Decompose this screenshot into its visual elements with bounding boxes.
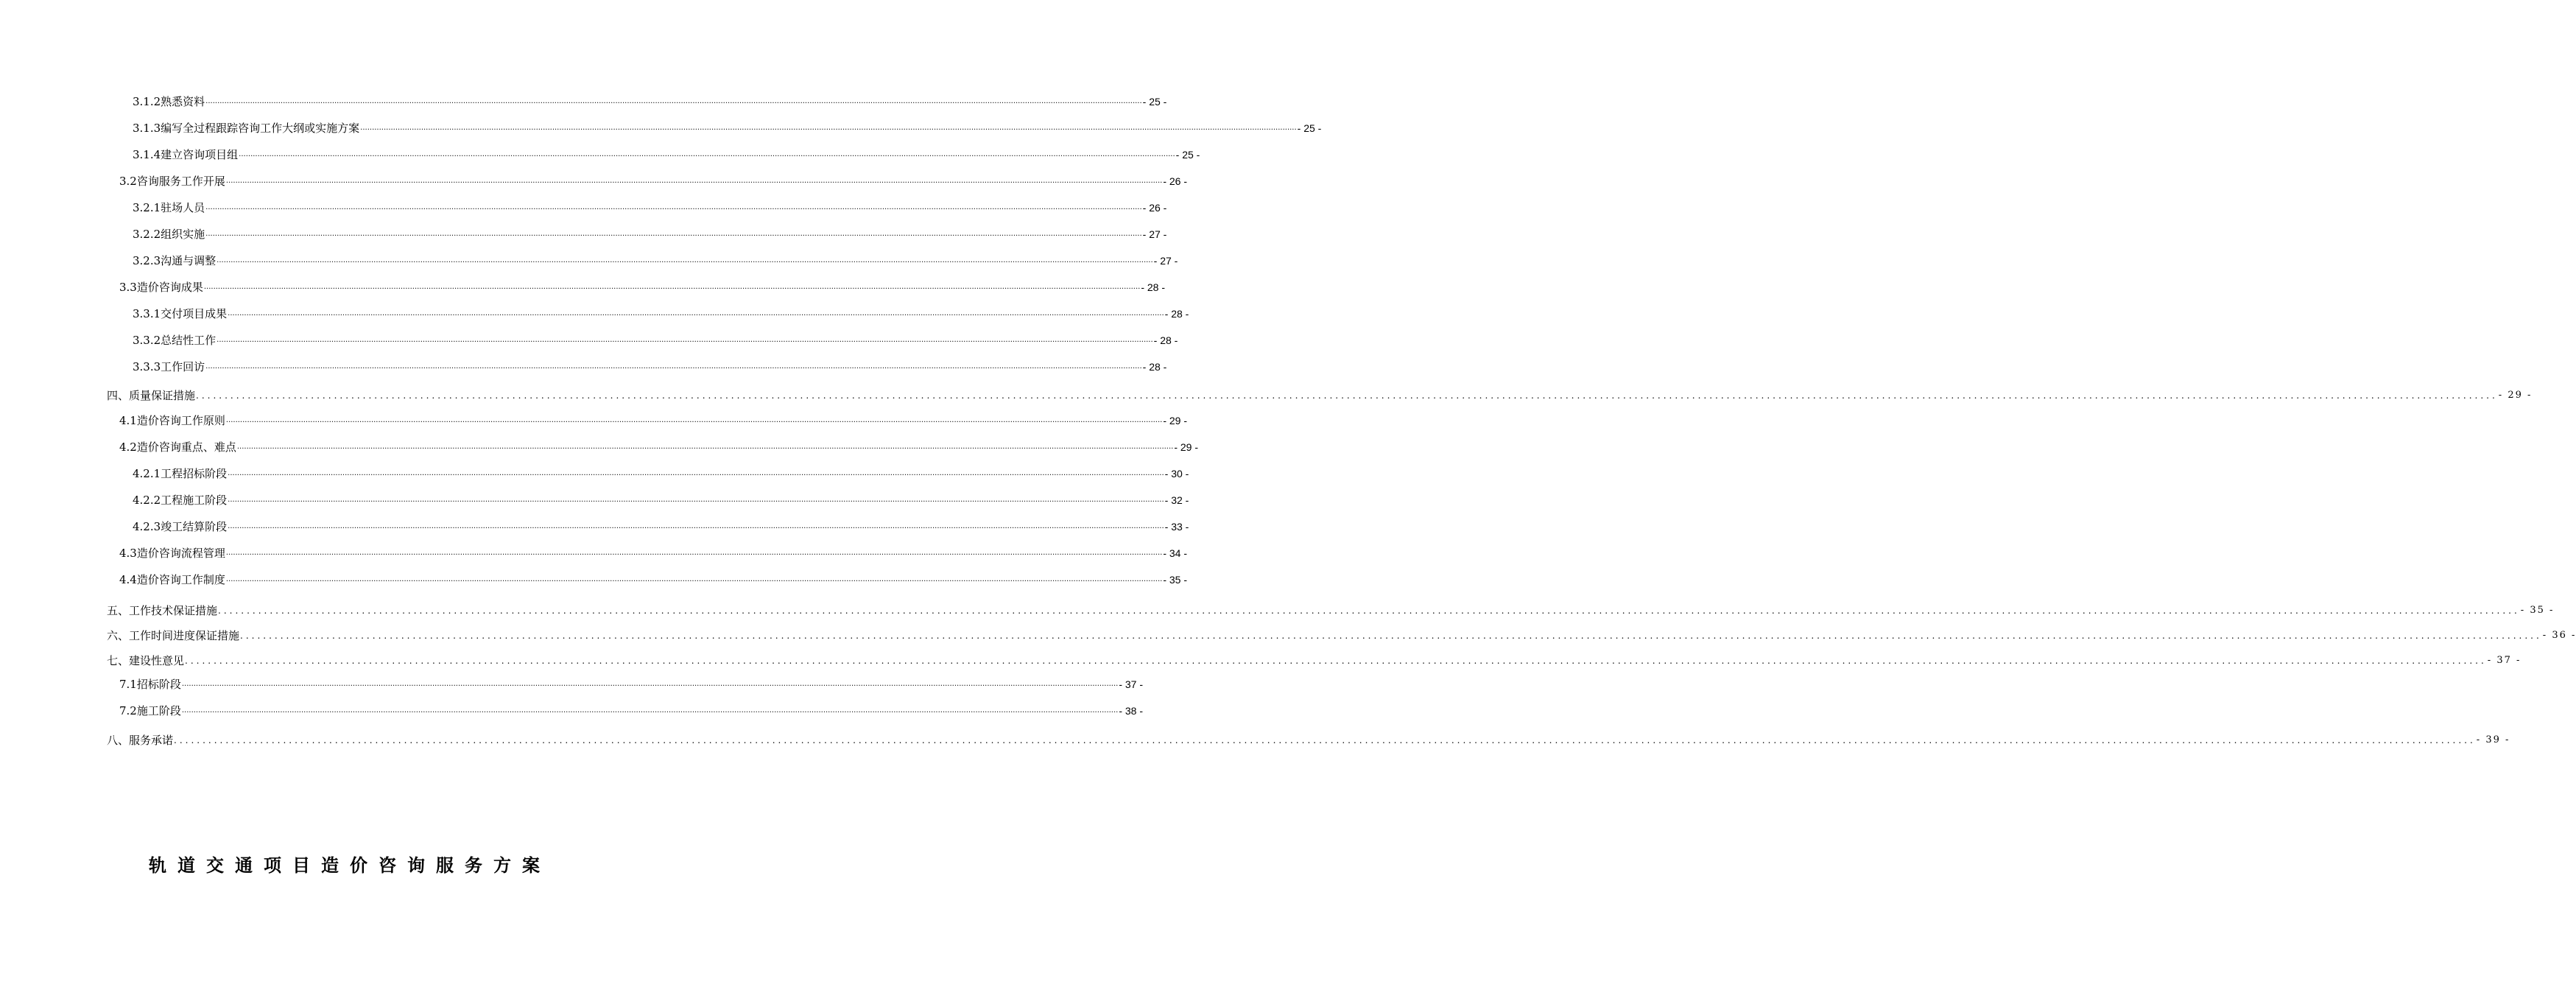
toc-entry-label: 4.2.2工程施工阶段 — [133, 494, 228, 507]
toc-entry[interactable] — [133, 329, 1178, 347]
toc-leader-dots: ................................................................................................................................................................................................................................................................................................................................................................................................................ — [240, 631, 2542, 641]
toc-entry[interactable] — [107, 625, 2576, 642]
toc-leader-dots: ................................................................................................................................................................................................................................................................................................................................................................................................................ — [228, 309, 1164, 317]
toc-entry-page: - 36 - — [2542, 630, 2576, 641]
toc-leader-dots: ................................................................................................................................................................................................................................................................................................................................................................................................................ — [203, 283, 1141, 291]
toc-entry-label: 3.3.1交付项目成果 — [133, 307, 228, 320]
toc-leader-dots: ................................................................................................................................................................................................................................................................................................................................................................................................................ — [181, 680, 1119, 688]
toc-entry-label: 4.2.3竣工结算阶段 — [133, 520, 228, 533]
toc-entry[interactable] — [107, 385, 2533, 402]
toc-leader-dots: ................................................................................................................................................................................................................................................................................................................................................................................................................ — [218, 605, 2520, 616]
toc-entry-page: - 37 - — [1119, 678, 1144, 690]
toc-entry-page: - 25 - — [1175, 149, 1200, 161]
toc-entry-label: 7.2施工阶段 — [119, 704, 181, 717]
toc-leader-dots: ................................................................................................................................................................................................................................................................................................................................................................................................................ — [225, 416, 1163, 424]
toc-entry-label: 3.3.3工作回访 — [133, 360, 205, 373]
toc-leader-dots: ................................................................................................................................................................................................................................................................................................................................................................................................................ — [225, 575, 1163, 583]
toc-leader-dots: ................................................................................................................................................................................................................................................................................................................................................................................................................ — [228, 469, 1164, 477]
toc-entry[interactable] — [119, 542, 1188, 560]
toc-entry[interactable] — [133, 91, 1167, 108]
toc-leader-dots: ................................................................................................................................................................................................................................................................................................................................................................................................................ — [196, 390, 2498, 401]
toc-entry-label: 3.2.3沟通与调整 — [133, 254, 217, 267]
toc-entry-label: 3.1.2熟悉资料 — [133, 95, 205, 108]
toc-entry-page: - 26 - — [1163, 175, 1188, 187]
toc-entry[interactable] — [119, 436, 1199, 454]
toc-entry[interactable] — [119, 276, 1166, 294]
toc-entry[interactable] — [119, 700, 1144, 717]
toc-entry-page: - 35 - — [2520, 605, 2555, 616]
toc-entry[interactable] — [133, 250, 1178, 267]
toc-entry-page: - 39 - — [2476, 734, 2510, 745]
toc-entry[interactable] — [133, 197, 1167, 214]
toc-entry-label: 五、工作技术保证措施 — [107, 604, 218, 617]
toc-entry-label: 3.3造价咨询成果 — [119, 281, 203, 294]
toc-entry[interactable] — [119, 170, 1188, 188]
toc-leader-dots: ................................................................................................................................................................................................................................................................................................................................................................................................................ — [205, 230, 1142, 238]
toc-entry-page: - 28 - — [1141, 281, 1166, 293]
toc-entry-page: - 27 - — [1153, 255, 1178, 267]
toc-entry-label: 4.3造价咨询流程管理 — [119, 547, 225, 560]
toc-entry-page: - 28 - — [1153, 334, 1178, 346]
toc-entry[interactable] — [133, 463, 1189, 480]
toc-leader-dots: ................................................................................................................................................................................................................................................................................................................................................................................................................ — [360, 124, 1297, 132]
toc-entry-label: 3.1.4建立咨询项目组 — [133, 148, 239, 161]
toc-entry-label: 4.2造价咨询重点、难点 — [119, 440, 236, 454]
toc-entry-page: - 37 - — [2487, 655, 2522, 666]
toc-entry-page: - 30 - — [1164, 468, 1189, 480]
toc-entry[interactable] — [133, 223, 1167, 241]
toc-leader-dots: ................................................................................................................................................................................................................................................................................................................................................................................................................ — [225, 549, 1163, 557]
toc-entry-label: 7.1招标阶段 — [119, 678, 181, 691]
toc-leader-dots: ................................................................................................................................................................................................................................................................................................................................................................................................................ — [225, 177, 1163, 185]
toc-entry-label: 3.2咨询服务工作开展 — [119, 175, 225, 188]
toc-entry[interactable] — [133, 303, 1189, 320]
toc-leader-dots: ................................................................................................................................................................................................................................................................................................................................................................................................................ — [205, 97, 1142, 105]
toc-entry-label: 4.4造价咨询工作制度 — [119, 573, 225, 586]
toc-entry-label: 3.1.3编写全过程跟踪咨询工作大纲或实施方案 — [133, 122, 360, 135]
toc-entry-page: - 26 - — [1142, 202, 1167, 214]
toc-leader-dots: ................................................................................................................................................................................................................................................................................................................................................................................................................ — [236, 443, 1174, 451]
toc-leader-dots: ................................................................................................................................................................................................................................................................................................................................................................................................................ — [228, 522, 1164, 530]
toc-entry-page: - 29 - — [1163, 415, 1188, 426]
toc-entry-page: - 33 - — [1164, 521, 1189, 533]
toc-entry-page: - 34 - — [1163, 547, 1188, 559]
toc-entry-page: - 38 - — [1119, 705, 1144, 717]
toc-leader-dots: ................................................................................................................................................................................................................................................................................................................................................................................................................ — [239, 150, 1175, 158]
toc-entry[interactable] — [107, 600, 2555, 617]
toc-entry-page: - 28 - — [1164, 308, 1189, 320]
toc-entry-page: - 29 - — [2498, 390, 2533, 401]
toc-leader-dots: ................................................................................................................................................................................................................................................................................................................................................................................................................ — [181, 706, 1119, 715]
toc-entry-page: - 35 - — [1163, 574, 1188, 586]
toc-leader-dots: ................................................................................................................................................................................................................................................................................................................................................................................................................ — [205, 203, 1142, 211]
toc-entry-label: 3.3.2总结性工作 — [133, 334, 217, 347]
toc-leader-dots: ................................................................................................................................................................................................................................................................................................................................................................................................................ — [217, 256, 1153, 264]
toc-entry-label: 六、工作时间进度保证措施 — [107, 629, 240, 642]
toc-entry[interactable] — [133, 489, 1189, 507]
toc-entry-label: 七、建设性意见 — [107, 654, 185, 667]
toc-entry[interactable] — [133, 516, 1189, 533]
toc-entry[interactable] — [119, 569, 1188, 586]
toc-entry-label: 4.1造价咨询工作原则 — [119, 414, 225, 427]
toc-entry[interactable] — [107, 729, 2510, 747]
toc-entry[interactable] — [133, 144, 1200, 161]
document-title: 轨道交通项目造价咨询服务方案 — [149, 854, 551, 876]
toc-entry[interactable] — [133, 356, 1167, 373]
toc-entry-page: - 27 - — [1142, 228, 1167, 240]
toc-entry-page: - 29 - — [1174, 441, 1199, 453]
toc-entry-label: 4.2.1工程招标阶段 — [133, 467, 228, 480]
toc-leader-dots: ................................................................................................................................................................................................................................................................................................................................................................................................................ — [228, 496, 1164, 504]
toc-leader-dots: ................................................................................................................................................................................................................................................................................................................................................................................................................ — [217, 336, 1153, 344]
toc-entry-label: 3.2.1驻场人员 — [133, 201, 205, 214]
toc-leader-dots: ................................................................................................................................................................................................................................................................................................................................................................................................................ — [174, 735, 2476, 745]
toc-entry-label: 四、质量保证措施 — [107, 389, 196, 402]
toc-entry-page: - 28 - — [1142, 361, 1167, 373]
toc-entry-page: - 25 - — [1142, 96, 1167, 108]
toc-entry[interactable] — [107, 650, 2522, 667]
toc-leader-dots: ................................................................................................................................................................................................................................................................................................................................................................................................................ — [205, 362, 1142, 371]
toc-entry[interactable] — [119, 410, 1188, 427]
toc-entry-page: - 32 - — [1164, 494, 1189, 506]
toc-leader-dots: ................................................................................................................................................................................................................................................................................................................................................................................................................ — [185, 656, 2487, 666]
toc-entry[interactable] — [119, 673, 1144, 691]
toc-entry-label: 3.2.2组织实施 — [133, 228, 205, 241]
toc-entry-label: 八、服务承诺 — [107, 734, 174, 747]
toc-entry-page: - 25 - — [1297, 122, 1322, 134]
toc-entry[interactable] — [133, 117, 1322, 135]
